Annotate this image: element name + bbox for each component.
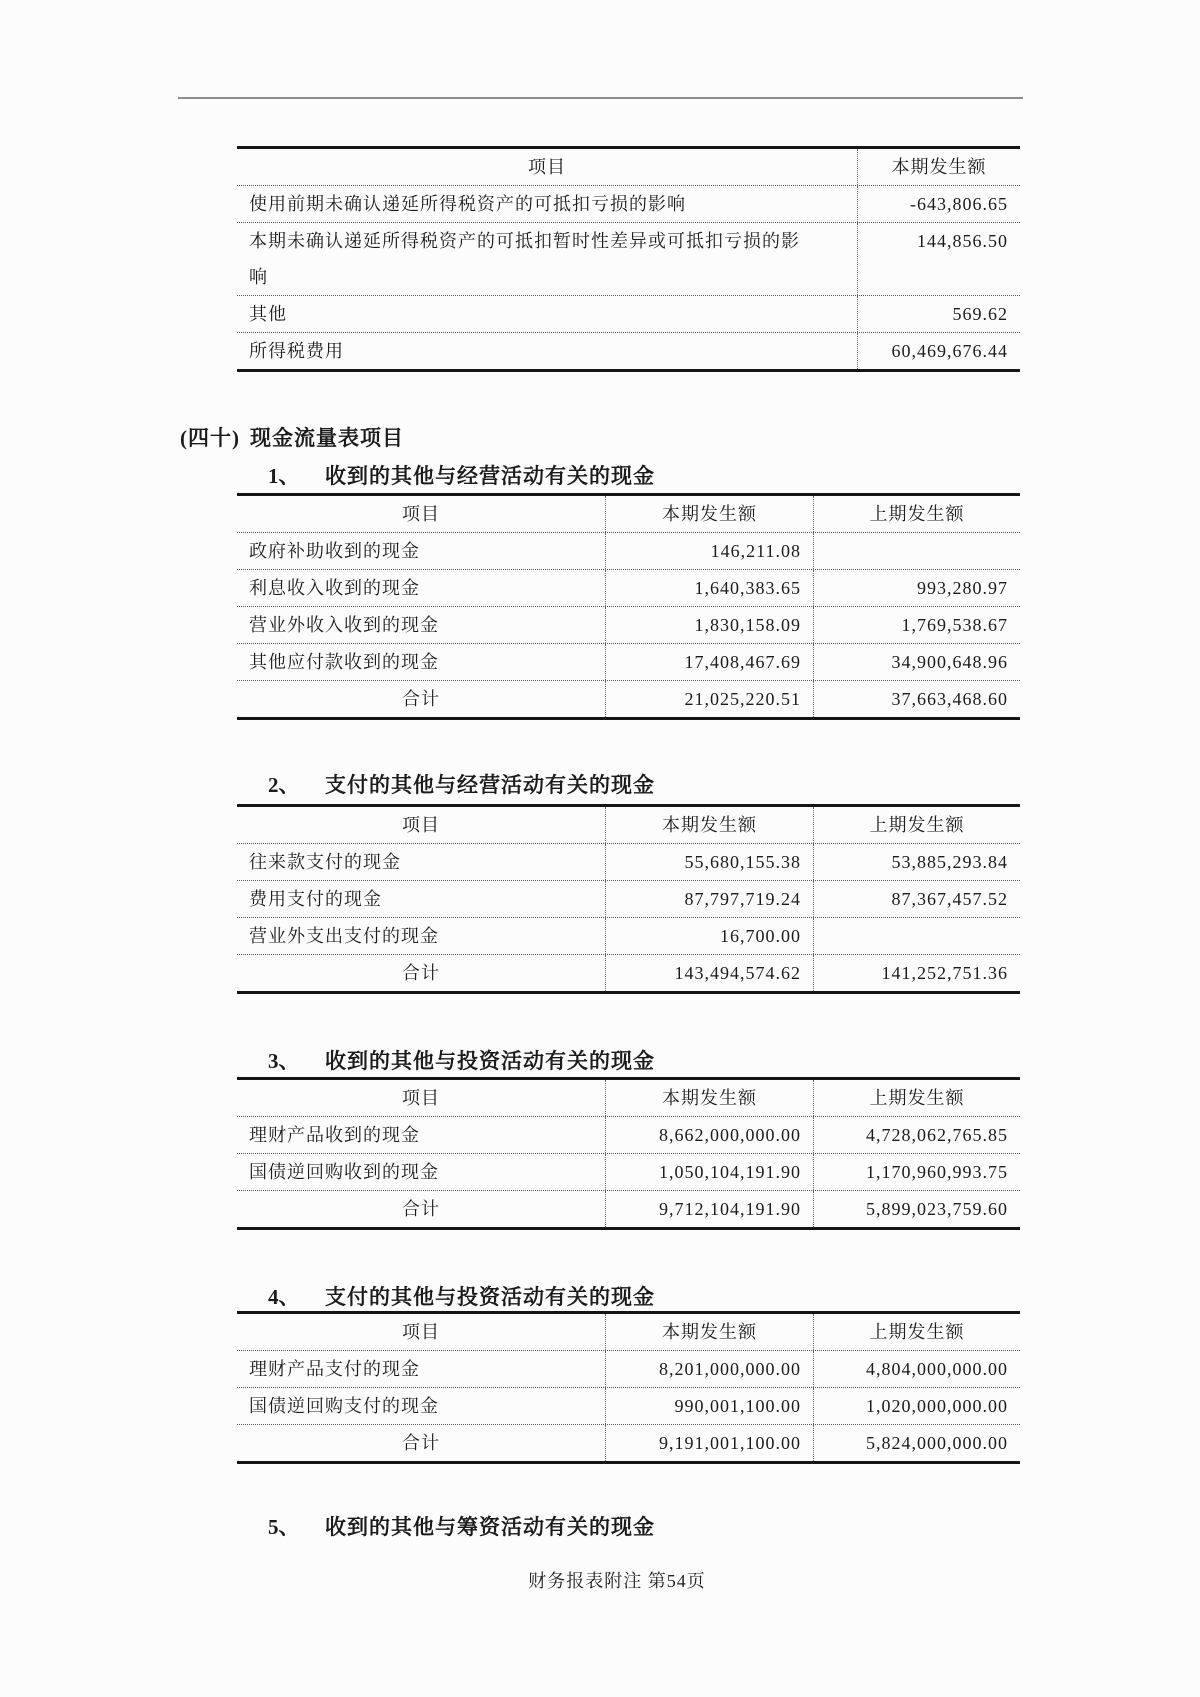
column-header-current: 本期发生额	[605, 1314, 813, 1350]
table-header-row	[237, 1080, 1020, 1117]
current-amount: 87,797,719.24	[605, 881, 813, 917]
column-header-item: 项目	[402, 1088, 440, 1108]
item-label: 其他应付款收到的现金	[249, 652, 439, 672]
column-header-prior: 上期发生额	[813, 496, 1020, 532]
current-amount: -643,806.65	[857, 186, 1020, 222]
total-current-amount: 9,191,001,100.00	[605, 1425, 813, 1461]
column-header-prior: 上期发生额	[813, 807, 1020, 843]
table-header-row	[237, 1314, 1020, 1351]
total-current-amount: 143,494,574.62	[605, 955, 813, 991]
column-header-prior: 上期发生额	[813, 1314, 1020, 1350]
current-amount: 55,680,155.38	[605, 844, 813, 880]
column-header-item: 项目	[402, 504, 440, 524]
total-label: 合计	[402, 689, 440, 709]
total-label: 合计	[402, 963, 440, 983]
table-row	[237, 1388, 1020, 1425]
prior-amount	[813, 533, 1020, 569]
total-prior-amount: 37,663,468.60	[813, 681, 1020, 717]
total-current-amount: 21,025,220.51	[605, 681, 813, 717]
subsection-number: 4、	[268, 1285, 300, 1309]
table-row	[237, 1117, 1020, 1154]
item-label: 利息收入收到的现金	[249, 578, 420, 598]
item-label: 所得税费用	[249, 341, 344, 361]
subsection-title: 收到的其他与经营活动有关的现金	[325, 464, 655, 488]
item-label: 费用支付的现金	[249, 889, 382, 909]
section-heading	[180, 424, 404, 452]
investing-cash-paid-table	[237, 1311, 1020, 1464]
total-prior-amount: 141,252,751.36	[813, 955, 1020, 991]
total-current-amount: 9,712,104,191.90	[605, 1191, 813, 1227]
current-amount: 569.62	[857, 296, 1020, 332]
table-header-row	[237, 496, 1020, 533]
subsection-4-heading	[268, 1284, 655, 1310]
table-header-row	[237, 149, 1020, 186]
page-footer: 财务报表附注 第54页	[528, 1571, 706, 1591]
table-row	[237, 644, 1020, 681]
table-total-row	[237, 681, 1020, 717]
prior-amount: 1,170,960,993.75	[813, 1154, 1020, 1190]
table-row	[237, 186, 1020, 223]
item-label: 本期未确认递延所得税资产的可抵扣暂时性差异或可抵扣亏损的影响	[249, 231, 800, 287]
total-label: 合计	[402, 1433, 440, 1453]
column-header-item: 项目	[402, 1322, 440, 1342]
table-row	[237, 881, 1020, 918]
item-label: 国债逆回购收到的现金	[249, 1162, 439, 1182]
prior-amount: 1,020,000,000.00	[813, 1388, 1020, 1424]
prior-amount: 1,769,538.67	[813, 607, 1020, 643]
investing-cash-received-table	[237, 1077, 1020, 1230]
income-tax-table	[237, 146, 1020, 372]
item-label: 理财产品收到的现金	[249, 1125, 420, 1145]
subsection-title: 收到的其他与投资活动有关的现金	[325, 1049, 655, 1073]
operating-cash-received-table	[237, 493, 1020, 720]
prior-amount: 4,804,000,000.00	[813, 1351, 1020, 1387]
table-total-row	[237, 955, 1020, 991]
item-label: 其他	[249, 304, 287, 324]
table-row	[237, 296, 1020, 333]
current-amount: 17,408,467.69	[605, 644, 813, 680]
current-amount: 1,640,383.65	[605, 570, 813, 606]
prior-amount: 4,728,062,765.85	[813, 1117, 1020, 1153]
column-header-item: 项目	[402, 815, 440, 835]
column-header-current: 本期发生额	[857, 149, 1020, 185]
subsection-title: 支付的其他与经营活动有关的现金	[325, 773, 655, 797]
current-amount: 1,830,158.09	[605, 607, 813, 643]
total-label: 合计	[402, 1199, 440, 1219]
total-prior-amount: 5,899,023,759.60	[813, 1191, 1020, 1227]
current-amount: 60,469,676.44	[857, 333, 1020, 369]
prior-amount: 993,280.97	[813, 570, 1020, 606]
table-total-row	[237, 1425, 1020, 1461]
table-row	[237, 333, 1020, 369]
subsection-3-heading	[268, 1048, 655, 1074]
item-label: 营业外收入收到的现金	[249, 615, 439, 635]
table-row	[237, 1351, 1020, 1388]
table-row	[237, 918, 1020, 955]
table-row	[237, 223, 1020, 296]
subsection-2-heading	[268, 772, 655, 798]
prior-amount: 53,885,293.84	[813, 844, 1020, 880]
item-label: 营业外支出支付的现金	[249, 926, 439, 946]
subsection-title: 支付的其他与投资活动有关的现金	[325, 1285, 655, 1309]
item-label: 使用前期未确认递延所得税资产的可抵扣亏损的影响	[249, 194, 686, 214]
item-label: 政府补助收到的现金	[249, 541, 420, 561]
table-row	[237, 533, 1020, 570]
subsection-5-heading	[268, 1514, 655, 1540]
column-header-prior: 上期发生额	[813, 1080, 1020, 1116]
prior-amount: 34,900,648.96	[813, 644, 1020, 680]
current-amount: 990,001,100.00	[605, 1388, 813, 1424]
column-header-current: 本期发生额	[605, 807, 813, 843]
table-row	[237, 607, 1020, 644]
subsection-number: 2、	[268, 773, 300, 797]
item-label: 理财产品支付的现金	[249, 1359, 420, 1379]
table-header-row	[237, 807, 1020, 844]
subsection-number: 5、	[268, 1515, 300, 1539]
section-title: 现金流量表项目	[250, 426, 404, 450]
current-amount: 146,211.08	[605, 533, 813, 569]
prior-amount	[813, 918, 1020, 954]
item-label: 国债逆回购支付的现金	[249, 1396, 439, 1416]
operating-cash-paid-table	[237, 804, 1020, 994]
column-header-item: 项目	[528, 157, 566, 177]
current-amount: 8,662,000,000.00	[605, 1117, 813, 1153]
total-prior-amount: 5,824,000,000.00	[813, 1425, 1020, 1461]
subsection-1-heading	[268, 463, 655, 489]
prior-amount: 87,367,457.52	[813, 881, 1020, 917]
table-row	[237, 570, 1020, 607]
current-amount: 8,201,000,000.00	[605, 1351, 813, 1387]
current-amount: 16,700.00	[605, 918, 813, 954]
table-row	[237, 844, 1020, 881]
subsection-number: 3、	[268, 1049, 300, 1073]
current-amount: 144,856.50	[857, 223, 1020, 295]
section-number: (四十)	[180, 426, 240, 450]
column-header-current: 本期发生额	[605, 496, 813, 532]
subsection-title: 收到的其他与筹资活动有关的现金	[325, 1515, 655, 1539]
subsection-number: 1、	[268, 464, 300, 488]
page-header-rule	[178, 97, 1023, 99]
table-total-row	[237, 1191, 1020, 1227]
table-row	[237, 1154, 1020, 1191]
current-amount: 1,050,104,191.90	[605, 1154, 813, 1190]
item-label: 往来款支付的现金	[249, 852, 401, 872]
column-header-current: 本期发生额	[605, 1080, 813, 1116]
